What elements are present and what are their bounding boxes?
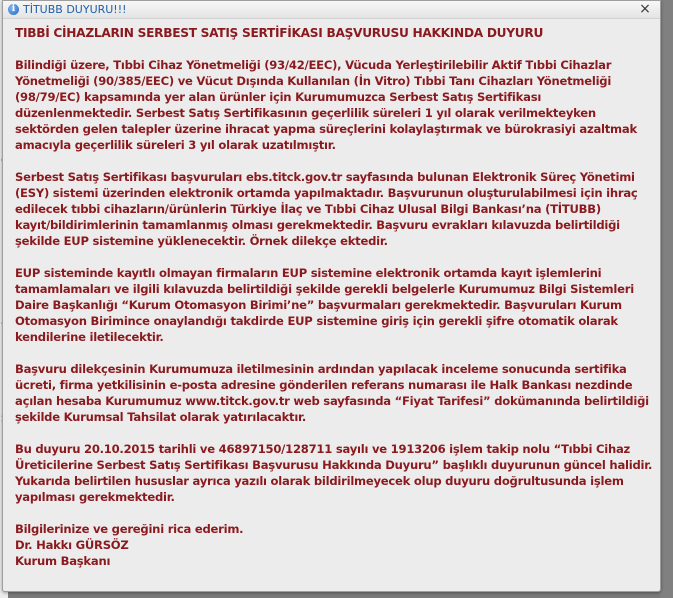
- overlay-backdrop-right: [660, 0, 673, 598]
- announcement-dialog: [2, 0, 661, 592]
- dialog-titlebar[interactable]: [3, 1, 660, 19]
- signer-title: Kurum Başkanı: [15, 554, 111, 568]
- announcement-heading: TIBBİ CİHAZLARIN SERBEST SATIŞ SERTİFİKASI BAŞVURUSU HAKKINDA DUYURU: [15, 26, 544, 40]
- signer-name: Dr. Hakkı GÜRSÖZ: [15, 538, 129, 552]
- dialog-title: TİTUBB DUYURU!!!: [23, 3, 127, 16]
- closing-line: Bilgilerinize ve gereğini rica ederim.: [15, 522, 244, 536]
- announcement-paragraph: EUP sisteminde kayıtlı olmayan firmaların EUP sistemine elektronik ortamda kayıt işlemlerini tamamlamaları ve ilgili kılavuzda belirtildiği şekilde gerekli belgelerle Kurumumuz Bilgi Sistemleri Daire Başkanlığı “Kurum Otomasyon Birimi’ne” başvurmaları gerekmektedir. Başvuruları Kurum Otomasyon Birimince onaylandığı takdirde EUP sistemine giriş için gerekli şifre otomatik olarak kendilerine iletilecektir.: [15, 266, 634, 344]
- info-icon: i: [8, 4, 19, 15]
- announcement-paragraph: Serbest Satış Sertifikası başvuruları ebs.titck.gov.tr sayfasında bulunan Elektronik Süreç Yönetimi (ESY) sistemi üzerinden elektronik ortamda yapılmaktadır. Başvurunun oluşturulabilmesi için ihraç edilecek tıbbi cihazların/ürünlerin Türkiye İlaç ve Tıbbi Cihaz Ulusal Bilgi Bankası’na (TİTUBB) kayıt/bildirimlerinin tamamlanmış olması gerekmektedir. Başvuru evrakları kılavuzda belirtildiği şekilde EUP sistemine yüklenecektir. Örnek dilekçe ektedir.: [15, 170, 638, 248]
- announcement-paragraph: Bu duyuru 20.10.2015 tarihli ve 46897150/128711 sayılı ve 1913206 işlem takip nolu “Tıbbi Cihaz Üreticilerine Serbest Satış Sertifikası Başvurusu Hakkında Duyuru” başlıklı duyurunun güncel halidir. Yukarıda belirtilen hususlar ayrıca yazılı olarak bildirilmeyecek olup duyuru doğrultusunda işlem yapılması gerekmektedir.: [15, 442, 653, 504]
- announcement-paragraph: Başvuru dilekçesinin Kurumumuza iletilmesinin ardından yapılacak inceleme sonucunda sertifika ücreti, firma yetkilisinin e-posta adresine gönderilen referans numarası ile Halk Bankası nezdinde açılan hesaba Kurumumuz www.titck.gov.tr web sayfasında “Fiyat Tarifesi” dokümanında belirtildiği şekilde Kurumsal Tahsilat olarak yatırılacaktır.: [15, 362, 649, 424]
- close-button[interactable]: ×: [639, 1, 651, 17]
- announcement-paragraph: Bilindiği üzere, Tıbbi Cihaz Yönetmeliği (93/42/EEC), Vücuda Yerleştirilebilir Aktif Tıbbi Cihazlar Yönetmeliği (90/385/EEC) ve Vücut Dışında Kullanılan (İn Vitro) Tıbbi Tanı Cihazları Yönetmeliği (98/79/EC) kapsamında yer alan ürünler için Kurumumuzca Serbest Satış Sertifikası düzenlenmektedir. Serbest Satış Sertifikasının geçerlilik süreleri 1 yıl olarak verilmekteyken sektörden gelen talepler üzerine ihracat yapma süreçlerini kolaylaştırmak ve bürokrasiyi azaltmak amacıyla geçerlilik süreleri 3 yıl olarak uzatılmıştır.: [15, 58, 637, 152]
- announcement-body: [15, 25, 655, 569]
